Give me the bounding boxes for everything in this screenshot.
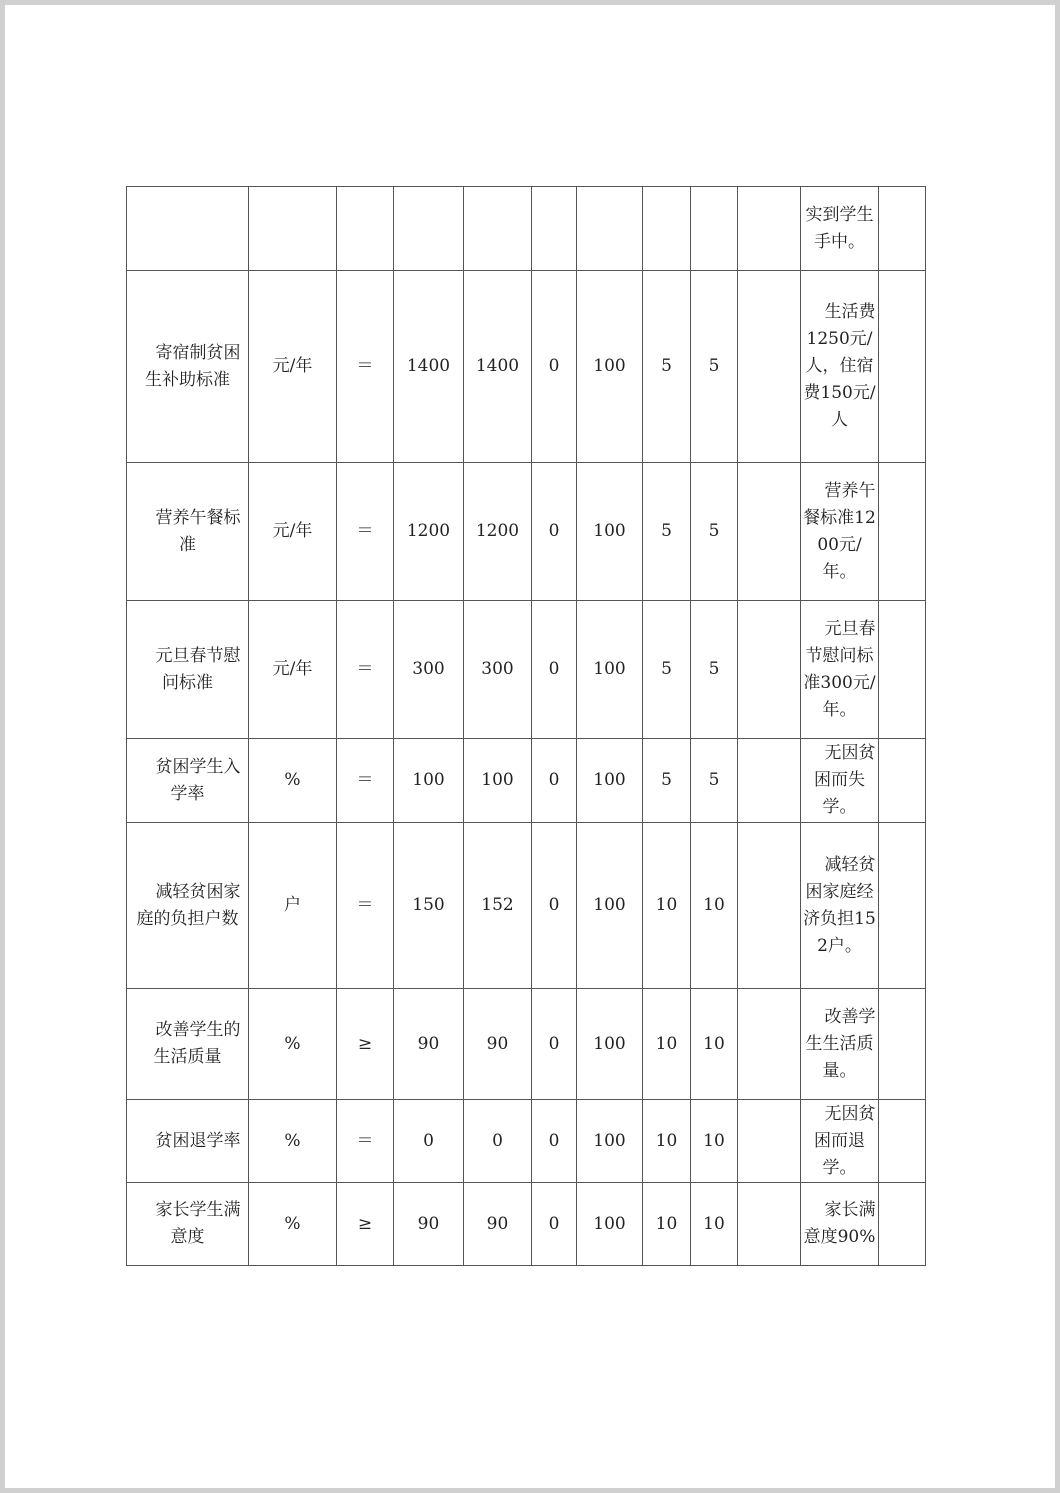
indicator-name: 减轻贫困家庭的负担户数 (136, 881, 241, 929)
note-cell: 实到学生手中。 (801, 187, 879, 271)
indicator-cell (127, 989, 249, 1100)
indicator-cell (127, 463, 249, 601)
indicator-cell (127, 823, 249, 989)
target-cell: 90 (394, 989, 464, 1100)
ratio-cell: ≥ (337, 989, 394, 1100)
unit-cell: % (249, 1100, 337, 1183)
ratio-cell: ＝ (337, 463, 394, 601)
last-cell (879, 187, 926, 271)
table-row (127, 823, 926, 989)
ratio-cell: ＝ (337, 739, 394, 823)
indicator-cell (127, 1100, 249, 1183)
unit-cell: % (249, 1183, 337, 1266)
score-cell: 5 (691, 271, 738, 463)
note-cell (801, 1100, 879, 1183)
score-cell: 5 (643, 601, 691, 739)
last-cell (879, 739, 926, 823)
score-cell: 10 (691, 989, 738, 1100)
weight-cell: 100 (577, 823, 643, 989)
deviation-cell: 0 (532, 1183, 577, 1266)
deviation-cell: 0 (532, 463, 577, 601)
target-cell: 300 (394, 601, 464, 739)
performance-table (126, 186, 926, 1266)
weight-cell: 100 (577, 739, 643, 823)
empty-cell (738, 187, 801, 271)
score-cell: 5 (643, 271, 691, 463)
note-cell (801, 823, 879, 989)
indicator-name: 贫困学生入学率 (155, 756, 241, 804)
note-cell (801, 1183, 879, 1266)
table-row (127, 271, 926, 463)
score-cell: 10 (643, 823, 691, 989)
note-cell (801, 601, 879, 739)
actual-cell: 300 (464, 601, 532, 739)
indicator-name: 元旦春节慰问标准 (155, 645, 241, 693)
ratio-cell: ＝ (337, 1100, 394, 1183)
score-cell: 5 (691, 739, 738, 823)
unit-cell: % (249, 739, 337, 823)
note-text: 改善学生生活质量。 (805, 1006, 876, 1081)
note-text: 生活费1250元/人，住宿费150元/人 (803, 302, 876, 430)
target-cell: 90 (394, 1183, 464, 1266)
last-cell (879, 271, 926, 463)
last-cell (879, 1183, 926, 1266)
indicator-cell (127, 271, 249, 463)
table-row (127, 1183, 926, 1266)
empty-cell (738, 1183, 801, 1266)
score-cell: 10 (643, 1100, 691, 1183)
target-cell: 100 (394, 739, 464, 823)
note-cell (801, 739, 879, 823)
note-text: 无因贫困而退学。 (814, 1103, 876, 1178)
deviation-cell: 0 (532, 823, 577, 989)
last-cell (879, 463, 926, 601)
score-cell: 5 (643, 463, 691, 601)
score-cell: 5 (691, 463, 738, 601)
weight-cell (577, 187, 643, 271)
indicator-name: 家长学生满意度 (155, 1200, 241, 1247)
score-cell: 10 (691, 823, 738, 989)
ratio-cell: ＝ (337, 601, 394, 739)
table-row (127, 463, 926, 601)
table-row (127, 187, 926, 271)
empty-cell (738, 823, 801, 989)
weight-cell: 100 (577, 463, 643, 601)
indicator-name: 寄宿制贫困生补助标准 (145, 342, 241, 390)
actual-cell (464, 187, 532, 271)
deviation-cell: 0 (532, 989, 577, 1100)
score-cell (643, 187, 691, 271)
indicator-name: 贫困退学率 (155, 1130, 241, 1151)
weight-cell: 100 (577, 1100, 643, 1183)
note-text: 无因贫困而失学。 (814, 743, 876, 817)
target-cell: 150 (394, 823, 464, 989)
actual-cell: 1200 (464, 463, 532, 601)
deviation-cell: 0 (532, 271, 577, 463)
indicator-cell (127, 187, 249, 271)
last-cell (879, 989, 926, 1100)
actual-cell: 0 (464, 1100, 532, 1183)
actual-cell: 90 (464, 989, 532, 1100)
indicator-cell (127, 739, 249, 823)
actual-cell: 100 (464, 739, 532, 823)
note-text: 营养午餐标准1200元/年。 (803, 480, 876, 582)
ratio-cell: ≥ (337, 1183, 394, 1266)
score-cell: 5 (691, 601, 738, 739)
unit-cell: 户 (249, 823, 337, 989)
unit-cell: 元/年 (249, 463, 337, 601)
empty-cell (738, 271, 801, 463)
deviation-cell: 0 (532, 1100, 577, 1183)
note-text: 减轻贫困家庭经济负担152户。 (803, 854, 876, 956)
indicator-name: 改善学生的生活质量 (153, 1020, 241, 1067)
deviation-cell (532, 187, 577, 271)
note-text: 元旦春节慰问标准300元/年。 (803, 618, 876, 720)
weight-cell: 100 (577, 989, 643, 1100)
ratio-cell: ＝ (337, 271, 394, 463)
last-cell (879, 823, 926, 989)
empty-cell (738, 463, 801, 601)
actual-cell: 1400 (464, 271, 532, 463)
target-cell: 1200 (394, 463, 464, 601)
ratio-cell (337, 187, 394, 271)
target-cell: 0 (394, 1100, 464, 1183)
weight-cell: 100 (577, 271, 643, 463)
score-cell: 10 (691, 1183, 738, 1266)
empty-cell (738, 1100, 801, 1183)
empty-cell (738, 601, 801, 739)
note-cell (801, 271, 879, 463)
score-cell: 5 (643, 739, 691, 823)
indicator-name: 营养午餐标准 (155, 507, 241, 555)
ratio-cell: ＝ (337, 823, 394, 989)
actual-cell: 152 (464, 823, 532, 989)
target-cell (394, 187, 464, 271)
last-cell (879, 1100, 926, 1183)
empty-cell (738, 989, 801, 1100)
note-text: 家长满意度90% (803, 1200, 876, 1247)
target-cell: 1400 (394, 271, 464, 463)
deviation-cell: 0 (532, 739, 577, 823)
empty-cell (738, 739, 801, 823)
table-row (127, 989, 926, 1100)
deviation-cell: 0 (532, 601, 577, 739)
unit-cell: 元/年 (249, 271, 337, 463)
note-cell (801, 463, 879, 601)
score-cell: 10 (643, 989, 691, 1100)
unit-cell (249, 187, 337, 271)
score-cell (691, 187, 738, 271)
last-cell (879, 601, 926, 739)
table-row (127, 739, 926, 823)
weight-cell: 100 (577, 601, 643, 739)
actual-cell: 90 (464, 1183, 532, 1266)
weight-cell: 100 (577, 1183, 643, 1266)
indicator-cell (127, 1183, 249, 1266)
table-row (127, 1100, 926, 1183)
note-cell (801, 989, 879, 1100)
score-cell: 10 (643, 1183, 691, 1266)
unit-cell: % (249, 989, 337, 1100)
table-row (127, 601, 926, 739)
unit-cell: 元/年 (249, 601, 337, 739)
indicator-cell (127, 601, 249, 739)
score-cell: 10 (691, 1100, 738, 1183)
